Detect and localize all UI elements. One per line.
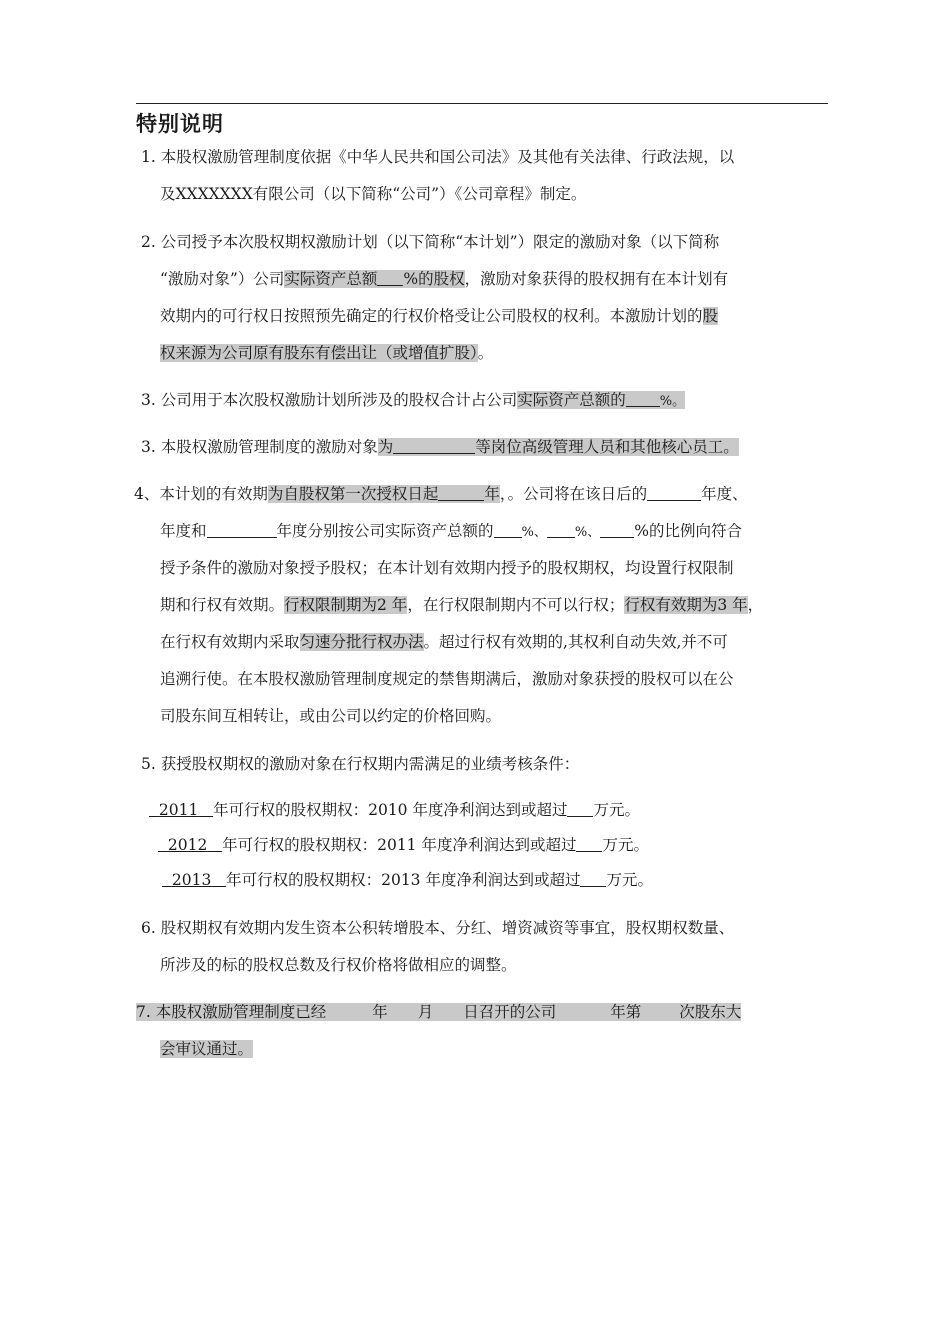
item-8-line-1 bbox=[136, 1001, 741, 1023]
item-2-highlight-source: 权来源为公司原有股东有偿出让（或增值扩股） bbox=[160, 344, 478, 362]
item-7-line-1: 6. 股权期权有效期内发生资本公积转增股本、分红、增资减资等事宜，股权期权数量、 bbox=[141, 919, 735, 937]
perf-row-unit: 万元。 bbox=[606, 871, 653, 889]
perf-row-unit: 万元。 bbox=[593, 801, 640, 819]
item-2-highlight-source-start: 股 bbox=[702, 307, 719, 325]
perf-row-text: 年可行权的股权期权：2010 年度净利润达到或超过 bbox=[213, 801, 568, 819]
perf-row-year bbox=[158, 836, 222, 854]
item-5-l5-text-c: 。超过行权有效期的,其权利自动失效,并不可 bbox=[423, 633, 728, 651]
item-5-highlight-validity: 行权有效期为3 年 bbox=[624, 596, 748, 614]
item-4-text: 3. 本股权激励管理制度的激励对象 bbox=[141, 438, 378, 456]
item-5-highlight-period bbox=[268, 485, 500, 503]
perf-row-year-value: 2011 bbox=[158, 801, 199, 819]
item-5-line-2 bbox=[160, 520, 742, 544]
item-5-year-label: 年 bbox=[484, 485, 500, 503]
item-5-l4-text-e: ， bbox=[747, 596, 764, 614]
item-3-highlight bbox=[517, 391, 685, 409]
item-2-assets-label: 实际资产总额 bbox=[284, 270, 378, 288]
item-5-text-d: ，。公司将在该日后的 bbox=[499, 485, 648, 503]
item-5-l2-text-b: 年度分别按公司实际资产总额的 bbox=[276, 522, 494, 540]
item-5-l2-text-a: 年度和 bbox=[160, 522, 207, 540]
perf-row bbox=[158, 834, 649, 856]
item-5-l5-text-a: 在行权有效期内采取 bbox=[160, 633, 300, 651]
perf-row-text: 年可行权的股权期权：2013 年度净利润达到或超过 bbox=[226, 871, 581, 889]
page-title: 特别说明 bbox=[136, 112, 224, 136]
item-4-position-label: 等岗位高级管理人员和其他核心员工。 bbox=[475, 438, 739, 456]
item-5-highlight-restriction: 行权限制期为2 年 bbox=[284, 596, 408, 614]
item-8-text-d: 日召开的公司 bbox=[463, 1003, 557, 1021]
perf-row-year bbox=[149, 801, 213, 819]
perf-row-year-value: 2013 bbox=[171, 871, 212, 889]
item-2-line-1: 2. 公司授予本次股权期权激励计划（以下简称“本计划”）限定的激励对象（以下简称 bbox=[141, 233, 720, 251]
item-5-highlight-method: 匀速分批行权办法 bbox=[299, 633, 424, 651]
header-rule bbox=[136, 103, 828, 104]
item-4-position-blank bbox=[393, 438, 475, 454]
item-3-line bbox=[141, 389, 685, 413]
item-3-text: 3. 公司用于本次股权激励计划所涉及的股权合计占公司 bbox=[141, 391, 518, 409]
item-2-line-4 bbox=[160, 342, 493, 364]
item-8-line-2 bbox=[160, 1038, 253, 1060]
item-2-line-4-end: 。 bbox=[477, 344, 494, 362]
perf-row-amount-blank bbox=[580, 871, 606, 887]
perf-row-amount-blank bbox=[576, 836, 602, 852]
item-5-text-e: 年度、 bbox=[701, 485, 748, 503]
item-5-line-6: 追溯行使。在本股权激励管理制度规定的禁售期满后，激励对象获授的股权可以在公 bbox=[160, 670, 734, 688]
item-5-l4-text-c: ，在行权限制期内不可以行权； bbox=[407, 596, 625, 614]
item-8-highlight bbox=[136, 1003, 741, 1021]
item-2-percent-label: %的股权 bbox=[403, 270, 465, 288]
item-2-percent-blank bbox=[377, 270, 403, 286]
item-5-pct3-blank bbox=[600, 522, 634, 538]
item-7-line-2: 所涉及的标的股权总数及行权价格将做相应的调整。 bbox=[160, 956, 517, 974]
item-2-line-3 bbox=[160, 305, 718, 327]
item-2-line-2-text-d: ，激励对象获得的股权拥有在本计划有 bbox=[464, 270, 729, 288]
item-8-text-f: 次股东大 bbox=[679, 1003, 742, 1021]
item-2-line-3-text: 效期内的可行权日按照预先确定的行权价格受让公司股权的权利。本激励计划的 bbox=[160, 307, 703, 325]
perf-row-unit: 万元。 bbox=[602, 836, 649, 854]
item-5-years-blank bbox=[438, 485, 484, 501]
item-8-text-a: 7. 本股权激励管理制度已经 bbox=[136, 1003, 327, 1021]
item-5-year3-blank bbox=[207, 522, 277, 538]
item-5-line-7: 司股东间互相转让，或由公司以约定的价格回购。 bbox=[160, 707, 502, 725]
item-5-l2-text-e: %的比例向符合 bbox=[634, 522, 742, 540]
item-2-line-2-text-a: “激励对象”）公司 bbox=[160, 270, 285, 288]
item-5-pct1-blank bbox=[494, 522, 522, 538]
item-3-assets-label: 实际资产总额的 bbox=[517, 391, 626, 409]
item-1-line-2: 及XXXXXXX有限公司（以下简称“公司”）《公司章程》制定。 bbox=[160, 185, 587, 203]
item-8-highlight-end: 会审议通过。 bbox=[160, 1040, 254, 1058]
item-4-for-label: 为 bbox=[377, 438, 394, 456]
item-5-year1-blank bbox=[647, 485, 701, 501]
item-5-line-1 bbox=[134, 483, 748, 505]
item-5-pct2-blank bbox=[547, 522, 575, 538]
item-4-highlight bbox=[378, 438, 739, 456]
item-8-month-label: 月 bbox=[417, 1003, 434, 1021]
perf-row-text: 年可行权的股权期权：2011 年度净利润达到或超过 bbox=[222, 836, 577, 854]
item-3-percent-blank bbox=[626, 391, 660, 407]
item-5-line-4 bbox=[160, 594, 763, 616]
perf-row-year bbox=[162, 871, 226, 889]
item-5-line-3: 授予条件的激励对象授予股权；在本计划有效期内授予的股权期权，均设置行权限制 bbox=[160, 559, 734, 577]
item-4-line bbox=[141, 436, 739, 458]
item-5-line-5 bbox=[160, 631, 728, 653]
item-8-year-label: 年 bbox=[372, 1003, 388, 1021]
perf-row-year-value: 2012 bbox=[167, 836, 208, 854]
perf-row-amount-blank bbox=[567, 801, 593, 817]
perf-row bbox=[149, 799, 640, 821]
item-5-l4-text-a: 期和行权有效期。 bbox=[160, 596, 285, 614]
item-8-text-e: 年第 bbox=[610, 1003, 642, 1021]
item-5-pct2-label: %、 bbox=[574, 525, 601, 540]
item-5-pct1-label: %、 bbox=[521, 525, 547, 540]
item-5-period-label: 为自股权第一次授权日起 bbox=[267, 485, 439, 503]
item-3-percent-label: %。 bbox=[659, 394, 686, 409]
item-6-line-1: 5. 获授股权期权的激励对象在行权期内需满足的业绩考核条件： bbox=[141, 755, 580, 773]
item-5-text-a: 4、本计划的有效期 bbox=[134, 485, 268, 503]
item-2-highlight-assets bbox=[284, 270, 464, 288]
perf-row bbox=[162, 869, 653, 891]
item-2-line-2 bbox=[160, 268, 728, 290]
item-1-line-1: 1. 本股权激励管理制度依据《中华人民共和国公司法》及其他有关法律、行政法规，以 bbox=[141, 148, 735, 166]
